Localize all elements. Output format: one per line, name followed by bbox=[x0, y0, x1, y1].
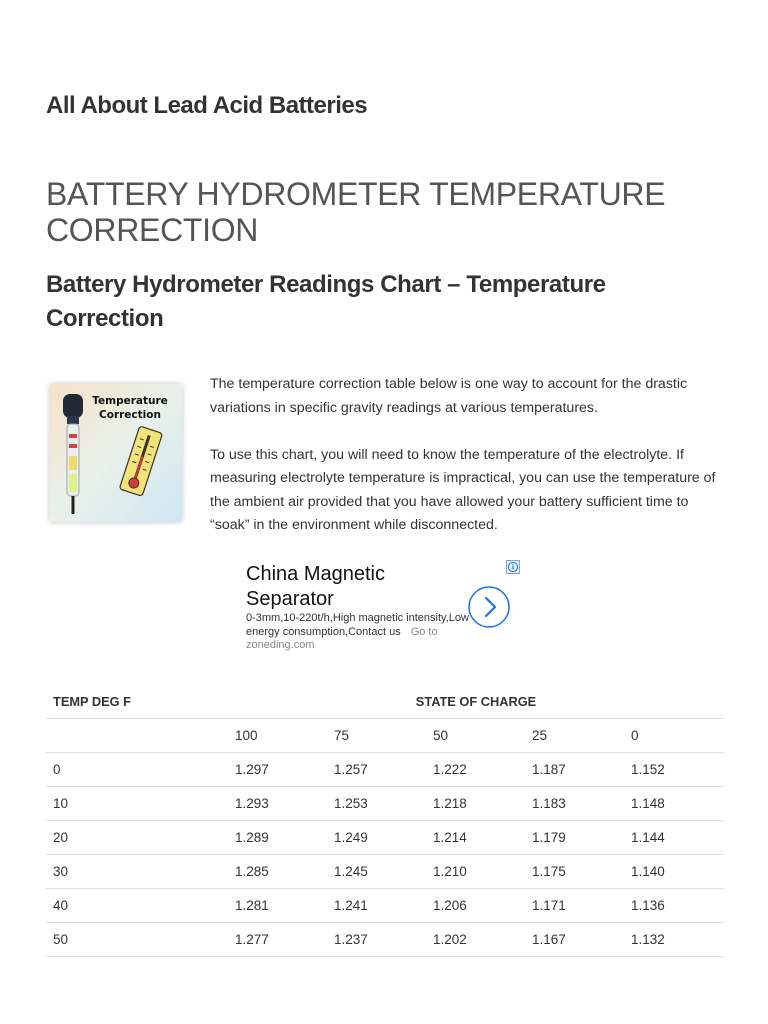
table-cell: 50 bbox=[46, 923, 228, 957]
table-cell: 100 bbox=[228, 719, 327, 753]
table-cell: 1.214 bbox=[426, 821, 525, 855]
ad-title[interactable]: China Magnetic Separator bbox=[246, 563, 385, 610]
ad-description[interactable] bbox=[246, 612, 474, 653]
table-cell: 1.289 bbox=[228, 821, 327, 855]
table-row bbox=[46, 753, 724, 787]
table-cell: 1.183 bbox=[525, 787, 624, 821]
table-cell: 1.277 bbox=[228, 923, 327, 957]
advertisement[interactable] bbox=[240, 558, 524, 658]
table-cell: 10 bbox=[46, 787, 228, 821]
ad-info-button[interactable] bbox=[506, 560, 520, 574]
table-cell: 75 bbox=[327, 719, 426, 753]
table-cell: 1.140 bbox=[624, 855, 724, 889]
table-cell: 40 bbox=[46, 889, 228, 923]
thumbnail-caption-line2: Correction bbox=[99, 409, 161, 421]
table-row bbox=[46, 855, 724, 889]
table-cell: 1.210 bbox=[426, 855, 525, 889]
thumbnail-caption-line1: Temperature bbox=[92, 395, 168, 407]
table-cell: 1.175 bbox=[525, 855, 624, 889]
table-cell: 1.245 bbox=[327, 855, 426, 889]
temperature-correction-thumbnail[interactable] bbox=[50, 384, 182, 522]
chevron-right-icon bbox=[468, 586, 510, 628]
table-cell: 30 bbox=[46, 855, 228, 889]
charge-levels-row bbox=[46, 719, 724, 753]
table-cell: 1.241 bbox=[327, 889, 426, 923]
hydrometer-bulb-icon bbox=[63, 394, 83, 418]
table-cell: 1.167 bbox=[525, 923, 624, 957]
table-cell: 1.293 bbox=[228, 787, 327, 821]
site-title[interactable]: All About Lead Acid Batteries bbox=[46, 92, 368, 119]
hydrometer-illustration bbox=[50, 384, 182, 522]
table-header-row bbox=[46, 685, 724, 719]
ad-description-text: 0-3mm,10-220t/h,High magnetic intensity,Low energy consumption,Contact us bbox=[246, 612, 469, 638]
table-cell: 1.237 bbox=[327, 923, 426, 957]
table-cell: 1.179 bbox=[525, 821, 624, 855]
table-cell: 1.285 bbox=[228, 855, 327, 889]
header-temp: TEMP DEG F bbox=[46, 685, 228, 719]
table-cell: 1.171 bbox=[525, 889, 624, 923]
section-heading: Battery Hydrometer Readings Chart – Temperature Correction bbox=[46, 271, 606, 332]
intro-text bbox=[210, 373, 730, 561]
table-cell: 1.132 bbox=[624, 923, 724, 957]
table-cell: 20 bbox=[46, 821, 228, 855]
page-title: BATTERY HYDROMETER TEMPERATURE CORRECTION bbox=[46, 176, 666, 248]
table-cell: 1.281 bbox=[228, 889, 327, 923]
table-cell bbox=[46, 719, 228, 753]
table-cell: 25 bbox=[525, 719, 624, 753]
intro-paragraph-2: To use this chart, you will need to know the temperature of the electrolyte. If measuring electrolyte temperature is impractical, you can use the temperature of the ambient air provided that you have allowed your battery sufficient time to “soak” in the environment while disconnected. bbox=[210, 446, 716, 533]
ad-link[interactable]: Go to zoneding.com bbox=[246, 625, 438, 651]
table-cell: 1.187 bbox=[525, 753, 624, 787]
ad-arrow-button[interactable] bbox=[468, 586, 510, 628]
intro-paragraph-1: The temperature correction table below is one way to account for the drastic variations in specific gravity readings at various temperatures. bbox=[210, 376, 688, 416]
table-cell: 1.257 bbox=[327, 753, 426, 787]
table-cell: 1.202 bbox=[426, 923, 525, 957]
table-cell: 1.152 bbox=[624, 753, 724, 787]
info-icon bbox=[506, 560, 520, 574]
table-cell: 0 bbox=[624, 719, 724, 753]
table-row bbox=[46, 821, 724, 855]
table-cell: 1.249 bbox=[327, 821, 426, 855]
table-cell: 1.218 bbox=[426, 787, 525, 821]
table-cell: 1.253 bbox=[327, 787, 426, 821]
table-cell: 0 bbox=[46, 753, 228, 787]
table-row bbox=[46, 923, 724, 957]
table-cell: 1.148 bbox=[624, 787, 724, 821]
table-cell: 50 bbox=[426, 719, 525, 753]
table-cell: 1.136 bbox=[624, 889, 724, 923]
table-cell: 1.144 bbox=[624, 821, 724, 855]
table-cell: 1.206 bbox=[426, 889, 525, 923]
table-cell: 1.297 bbox=[228, 753, 327, 787]
header-state-of-charge: STATE OF CHARGE bbox=[228, 685, 724, 719]
table-row bbox=[46, 787, 724, 821]
table-row bbox=[46, 889, 724, 923]
table-cell: 1.222 bbox=[426, 753, 525, 787]
temperature-correction-table bbox=[46, 685, 724, 957]
